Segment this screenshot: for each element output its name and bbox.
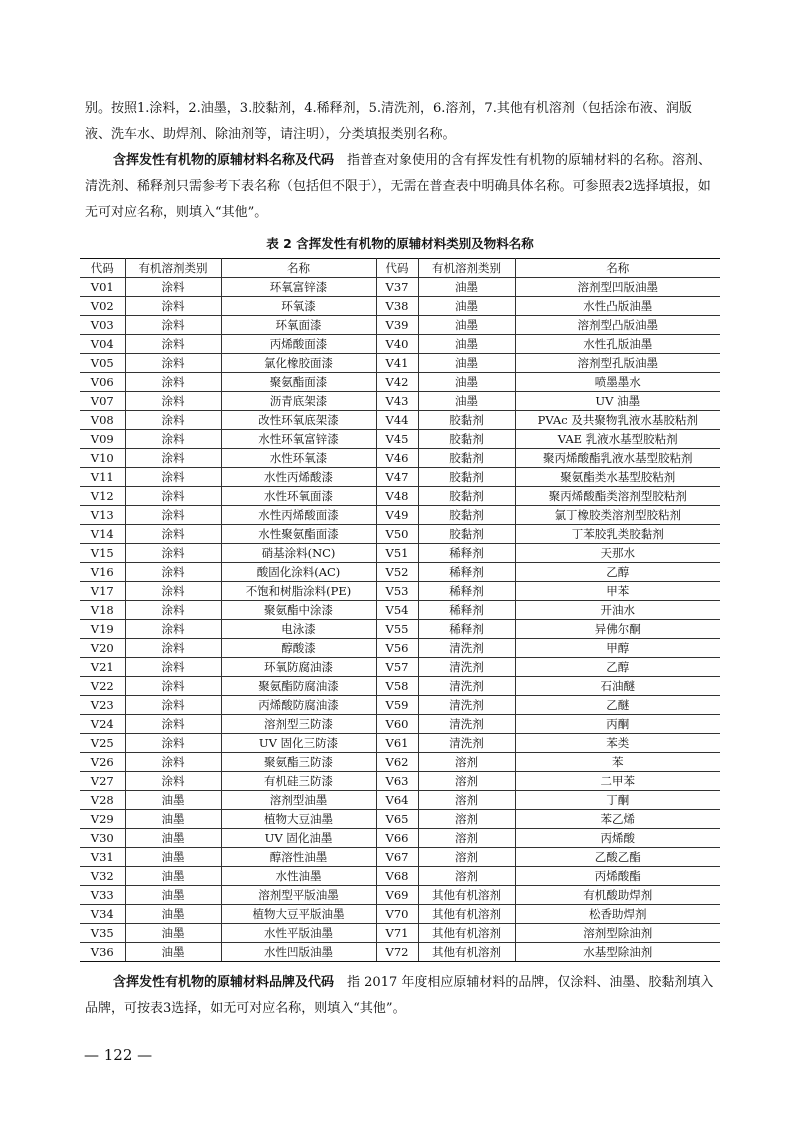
code-cell: V02	[80, 297, 125, 316]
name-cell: 乙醇	[515, 658, 720, 677]
code-cell: V15	[80, 544, 125, 563]
name-cell: 氯化橡胶面漆	[221, 354, 376, 373]
code-cell: V10	[80, 449, 125, 468]
category-cell: 涂料	[125, 487, 221, 506]
category-cell: 油墨	[125, 791, 221, 810]
category-cell: 涂料	[125, 620, 221, 639]
table-row	[80, 924, 720, 943]
category-cell: 油墨	[125, 886, 221, 905]
category-cell: 油墨	[125, 848, 221, 867]
name-cell: PVAc 及共聚物乳液水基胶粘剂	[515, 411, 720, 430]
category-cell: 稀释剂	[418, 544, 515, 563]
name-cell: 环氧富锌漆	[221, 278, 376, 297]
name-cell: 丁酮	[515, 791, 720, 810]
category-cell: 涂料	[125, 392, 221, 411]
category-cell: 溶剂	[418, 848, 515, 867]
table-row	[80, 677, 720, 696]
category-cell: 涂料	[125, 544, 221, 563]
category-cell: 油墨	[418, 392, 515, 411]
column-header: 名称	[515, 259, 720, 278]
code-cell: V58	[376, 677, 418, 696]
table-row	[80, 620, 720, 639]
name-cell: 溶剂型油墨	[221, 791, 376, 810]
paragraph-body: 指普查对象使用的含有挥发性有机物的原辅材料的名称。溶剂、清洗剂、稀释剂只需参考下表名称（包括但不限于），无需在普查表中明确具体名称。可参照表2选择填报，如无可对应名称，则填入“其他”。	[85, 153, 712, 220]
category-cell: 涂料	[125, 335, 221, 354]
code-cell: V36	[80, 943, 125, 962]
table-row	[80, 487, 720, 506]
code-cell: V69	[376, 886, 418, 905]
category-cell: 胶黏剂	[418, 411, 515, 430]
code-cell: V72	[376, 943, 418, 962]
name-cell: 聚氨酯面漆	[221, 373, 376, 392]
code-cell: V16	[80, 563, 125, 582]
name-cell: 乙酸乙酯	[515, 848, 720, 867]
category-cell: 胶黏剂	[418, 525, 515, 544]
category-cell: 涂料	[125, 430, 221, 449]
table-row	[80, 373, 720, 392]
category-cell: 涂料	[125, 449, 221, 468]
category-cell: 涂料	[125, 563, 221, 582]
category-cell: 清洗剂	[418, 639, 515, 658]
code-cell: V65	[376, 810, 418, 829]
category-cell: 涂料	[125, 297, 221, 316]
code-cell: V46	[376, 449, 418, 468]
table-row	[80, 886, 720, 905]
paragraph-categories: 别。按照1.涂料，2.油墨，3.胶黏剂，4.稀释剂，5.清洗剂，6.溶剂，7.其他有机溶剂（包括涂布液、润版液、洗车水、助焊剂、除油剂等，请注明），分类填报类别名称。	[85, 101, 692, 142]
table-row	[80, 525, 720, 544]
category-cell: 涂料	[125, 715, 221, 734]
name-cell: 聚氨酯类水基型胶粘剂	[515, 468, 720, 487]
name-cell: UV 固化油墨	[221, 829, 376, 848]
category-cell: 清洗剂	[418, 734, 515, 753]
code-cell: V51	[376, 544, 418, 563]
code-cell: V22	[80, 677, 125, 696]
category-cell: 溶剂	[418, 753, 515, 772]
table-row	[80, 791, 720, 810]
code-cell: V47	[376, 468, 418, 487]
category-cell: 涂料	[125, 772, 221, 791]
code-cell: V68	[376, 867, 418, 886]
name-cell: 沥青底架漆	[221, 392, 376, 411]
category-cell: 涂料	[125, 639, 221, 658]
table-row	[80, 753, 720, 772]
name-cell: 醇溶性油墨	[221, 848, 376, 867]
table-row	[80, 582, 720, 601]
column-header: 有机溶剂类别	[418, 259, 515, 278]
code-cell: V43	[376, 392, 418, 411]
category-cell: 涂料	[125, 316, 221, 335]
table-row	[80, 943, 720, 962]
category-cell: 其他有机溶剂	[418, 905, 515, 924]
category-cell: 溶剂	[418, 810, 515, 829]
name-cell: 丙酮	[515, 715, 720, 734]
category-cell: 其他有机溶剂	[418, 886, 515, 905]
name-cell: 水性环氧漆	[221, 449, 376, 468]
table-row	[80, 867, 720, 886]
name-cell: 聚丙烯酸酯乳液水基型胶粘剂	[515, 449, 720, 468]
code-cell: V07	[80, 392, 125, 411]
code-cell: V71	[376, 924, 418, 943]
category-cell: 涂料	[125, 373, 221, 392]
category-cell: 油墨	[418, 316, 515, 335]
category-cell: 油墨	[418, 354, 515, 373]
category-cell: 溶剂	[418, 772, 515, 791]
category-cell: 稀释剂	[418, 601, 515, 620]
category-cell: 胶黏剂	[418, 449, 515, 468]
code-cell: V53	[376, 582, 418, 601]
code-cell: V37	[376, 278, 418, 297]
code-cell: V64	[376, 791, 418, 810]
category-cell: 其他有机溶剂	[418, 943, 515, 962]
code-cell: V06	[80, 373, 125, 392]
category-cell: 涂料	[125, 601, 221, 620]
category-cell: 涂料	[125, 525, 221, 544]
code-cell: V03	[80, 316, 125, 335]
category-cell: 清洗剂	[418, 658, 515, 677]
name-cell: 丙烯酸防腐油漆	[221, 696, 376, 715]
name-cell: 酸固化涂料(AC)	[221, 563, 376, 582]
table-row	[80, 278, 720, 297]
name-cell: 聚丙烯酸酯类溶剂型胶粘剂	[515, 487, 720, 506]
table-row	[80, 316, 720, 335]
name-cell: 聚氨酯三防漆	[221, 753, 376, 772]
code-cell: V60	[376, 715, 418, 734]
table-row	[80, 601, 720, 620]
code-cell: V56	[376, 639, 418, 658]
table-row	[80, 905, 720, 924]
table-row	[80, 506, 720, 525]
code-cell: V45	[376, 430, 418, 449]
code-cell: V33	[80, 886, 125, 905]
category-cell: 油墨	[125, 943, 221, 962]
name-cell: 喷墨墨水	[515, 373, 720, 392]
name-cell: 不饱和树脂涂料(PE)	[221, 582, 376, 601]
name-cell: 水基型除油剂	[515, 943, 720, 962]
name-cell: 水性凸版油墨	[515, 297, 720, 316]
table-row	[80, 772, 720, 791]
name-cell: 甲醇	[515, 639, 720, 658]
table-row	[80, 392, 720, 411]
name-cell: 苯类	[515, 734, 720, 753]
name-cell: 丁苯胶乳类胶黏剂	[515, 525, 720, 544]
table-row	[80, 848, 720, 867]
name-cell: 水性聚氨酯面漆	[221, 525, 376, 544]
category-cell: 稀释剂	[418, 620, 515, 639]
code-cell: V24	[80, 715, 125, 734]
name-cell: 甲苯	[515, 582, 720, 601]
code-cell: V20	[80, 639, 125, 658]
name-cell: 环氧防腐油漆	[221, 658, 376, 677]
code-cell: V21	[80, 658, 125, 677]
name-cell: 水性环氧面漆	[221, 487, 376, 506]
name-cell: 水性平版油墨	[221, 924, 376, 943]
category-cell: 清洗剂	[418, 677, 515, 696]
page-number: — 122 —	[84, 1046, 153, 1064]
name-cell: 硝基涂料(NC)	[221, 544, 376, 563]
name-cell: 溶剂型凸版油墨	[515, 316, 720, 335]
table-row	[80, 563, 720, 582]
code-cell: V19	[80, 620, 125, 639]
code-cell: V50	[376, 525, 418, 544]
name-cell: 有机硅三防漆	[221, 772, 376, 791]
code-cell: V61	[376, 734, 418, 753]
category-cell: 胶黏剂	[418, 506, 515, 525]
code-cell: V44	[376, 411, 418, 430]
name-cell: 聚氨酯防腐油漆	[221, 677, 376, 696]
code-cell: V70	[376, 905, 418, 924]
name-cell: 溶剂型平版油墨	[221, 886, 376, 905]
code-cell: V40	[376, 335, 418, 354]
code-cell: V62	[376, 753, 418, 772]
code-cell: V52	[376, 563, 418, 582]
table-row	[80, 411, 720, 430]
category-cell: 稀释剂	[418, 563, 515, 582]
code-cell: V28	[80, 791, 125, 810]
code-cell: V04	[80, 335, 125, 354]
name-cell: 丙烯酸酯	[515, 867, 720, 886]
category-cell: 油墨	[418, 278, 515, 297]
code-cell: V32	[80, 867, 125, 886]
code-cell: V35	[80, 924, 125, 943]
category-cell: 油墨	[125, 829, 221, 848]
name-cell: 异佛尔酮	[515, 620, 720, 639]
table-caption: 表 2 含挥发性有机物的原辅材料类别及物料名称	[266, 236, 534, 251]
paragraph-brands	[85, 970, 717, 1022]
name-cell: 溶剂型三防漆	[221, 715, 376, 734]
code-cell: V12	[80, 487, 125, 506]
table-row	[80, 715, 720, 734]
code-cell: V26	[80, 753, 125, 772]
code-cell: V08	[80, 411, 125, 430]
name-cell: 氯丁橡胶类溶剂型胶粘剂	[515, 506, 720, 525]
category-cell: 溶剂	[418, 791, 515, 810]
code-cell: V34	[80, 905, 125, 924]
name-cell: 丙烯酸	[515, 829, 720, 848]
code-cell: V67	[376, 848, 418, 867]
name-cell: 石油醚	[515, 677, 720, 696]
code-cell: V30	[80, 829, 125, 848]
code-cell: V55	[376, 620, 418, 639]
name-cell: 溶剂型凹版油墨	[515, 278, 720, 297]
name-cell: 水性孔版油墨	[515, 335, 720, 354]
category-cell: 油墨	[418, 373, 515, 392]
code-cell: V05	[80, 354, 125, 373]
name-cell: 改性环氧底架漆	[221, 411, 376, 430]
category-cell: 涂料	[125, 411, 221, 430]
name-cell: 水性油墨	[221, 867, 376, 886]
name-cell: 二甲苯	[515, 772, 720, 791]
category-cell: 涂料	[125, 658, 221, 677]
column-header: 有机溶剂类别	[125, 259, 221, 278]
category-cell: 溶剂	[418, 829, 515, 848]
code-cell: V41	[376, 354, 418, 373]
category-cell: 清洗剂	[418, 715, 515, 734]
code-cell: V54	[376, 601, 418, 620]
category-cell: 其他有机溶剂	[418, 924, 515, 943]
table-row	[80, 696, 720, 715]
table-row	[80, 639, 720, 658]
code-cell: V11	[80, 468, 125, 487]
table-row	[80, 430, 720, 449]
paragraph-heading: 含挥发性有机物的原辅材料品牌及代码	[113, 975, 335, 990]
code-cell: V13	[80, 506, 125, 525]
category-cell: 涂料	[125, 582, 221, 601]
category-cell: 涂料	[125, 696, 221, 715]
name-cell: 水性凹版油墨	[221, 943, 376, 962]
name-cell: 松香助焊剂	[515, 905, 720, 924]
code-cell: V39	[376, 316, 418, 335]
table-header-row	[80, 259, 720, 278]
name-cell: 水性丙烯酸漆	[221, 468, 376, 487]
category-cell: 涂料	[125, 734, 221, 753]
category-cell: 溶剂	[418, 867, 515, 886]
table-row	[80, 335, 720, 354]
table-row	[80, 468, 720, 487]
category-cell: 涂料	[125, 677, 221, 696]
name-cell: UV 固化三防漆	[221, 734, 376, 753]
column-header: 代码	[80, 259, 125, 278]
code-cell: V14	[80, 525, 125, 544]
category-cell: 涂料	[125, 278, 221, 297]
code-cell: V29	[80, 810, 125, 829]
name-cell: 开油水	[515, 601, 720, 620]
name-cell: 有机酸助焊剂	[515, 886, 720, 905]
name-cell: VAE 乳液水基型胶粘剂	[515, 430, 720, 449]
category-cell: 稀释剂	[418, 582, 515, 601]
table-row	[80, 810, 720, 829]
name-cell: 乙醚	[515, 696, 720, 715]
name-cell: 溶剂型除油剂	[515, 924, 720, 943]
category-cell: 胶黏剂	[418, 430, 515, 449]
code-cell: V18	[80, 601, 125, 620]
table-row	[80, 297, 720, 316]
name-cell: 苯	[515, 753, 720, 772]
code-cell: V01	[80, 278, 125, 297]
category-cell: 涂料	[125, 753, 221, 772]
category-cell: 油墨	[125, 905, 221, 924]
code-cell: V17	[80, 582, 125, 601]
paragraph-body: 指 2017 年度相应原辅材料的品牌，仅涂料、油墨、胶黏剂填入品牌，可按表3选择，如无可对应名称，则填入“其他”。	[85, 975, 714, 1016]
name-cell: 聚氨酯中涂漆	[221, 601, 376, 620]
code-cell: V49	[376, 506, 418, 525]
code-cell: V59	[376, 696, 418, 715]
code-cell: V66	[376, 829, 418, 848]
code-cell: V57	[376, 658, 418, 677]
name-cell: 水性环氧富锌漆	[221, 430, 376, 449]
category-cell: 胶黏剂	[418, 487, 515, 506]
name-cell: 植物大豆油墨	[221, 810, 376, 829]
category-cell: 油墨	[418, 335, 515, 354]
name-cell: 天那水	[515, 544, 720, 563]
paragraph-material-names	[85, 148, 717, 226]
column-header: 代码	[376, 259, 418, 278]
code-cell: V38	[376, 297, 418, 316]
table-row	[80, 829, 720, 848]
name-cell: 丙烯酸面漆	[221, 335, 376, 354]
category-cell: 胶黏剂	[418, 468, 515, 487]
name-cell: 苯乙烯	[515, 810, 720, 829]
table-row	[80, 544, 720, 563]
code-cell: V27	[80, 772, 125, 791]
paragraph-heading: 含挥发性有机物的原辅材料名称及代码	[113, 153, 335, 168]
category-cell: 油墨	[125, 810, 221, 829]
name-cell: UV 油墨	[515, 392, 720, 411]
column-header: 名称	[221, 259, 376, 278]
code-cell: V09	[80, 430, 125, 449]
code-cell: V31	[80, 848, 125, 867]
name-cell: 溶剂型孔版油墨	[515, 354, 720, 373]
name-cell: 电泳漆	[221, 620, 376, 639]
table-row	[80, 449, 720, 468]
materials-table	[80, 258, 720, 962]
category-cell: 油墨	[125, 924, 221, 943]
name-cell: 醇酸漆	[221, 639, 376, 658]
name-cell: 水性丙烯酸面漆	[221, 506, 376, 525]
code-cell: V42	[376, 373, 418, 392]
code-cell: V25	[80, 734, 125, 753]
name-cell: 植物大豆平版油墨	[221, 905, 376, 924]
code-cell: V63	[376, 772, 418, 791]
table-body	[80, 278, 720, 962]
category-cell: 清洗剂	[418, 696, 515, 715]
table-row	[80, 658, 720, 677]
category-cell: 油墨	[418, 297, 515, 316]
name-cell: 乙醇	[515, 563, 720, 582]
code-cell: V48	[376, 487, 418, 506]
category-cell: 油墨	[125, 867, 221, 886]
table-row	[80, 354, 720, 373]
category-cell: 涂料	[125, 468, 221, 487]
code-cell: V23	[80, 696, 125, 715]
table-row	[80, 734, 720, 753]
name-cell: 环氧漆	[221, 297, 376, 316]
category-cell: 涂料	[125, 506, 221, 525]
category-cell: 涂料	[125, 354, 221, 373]
name-cell: 环氧面漆	[221, 316, 376, 335]
